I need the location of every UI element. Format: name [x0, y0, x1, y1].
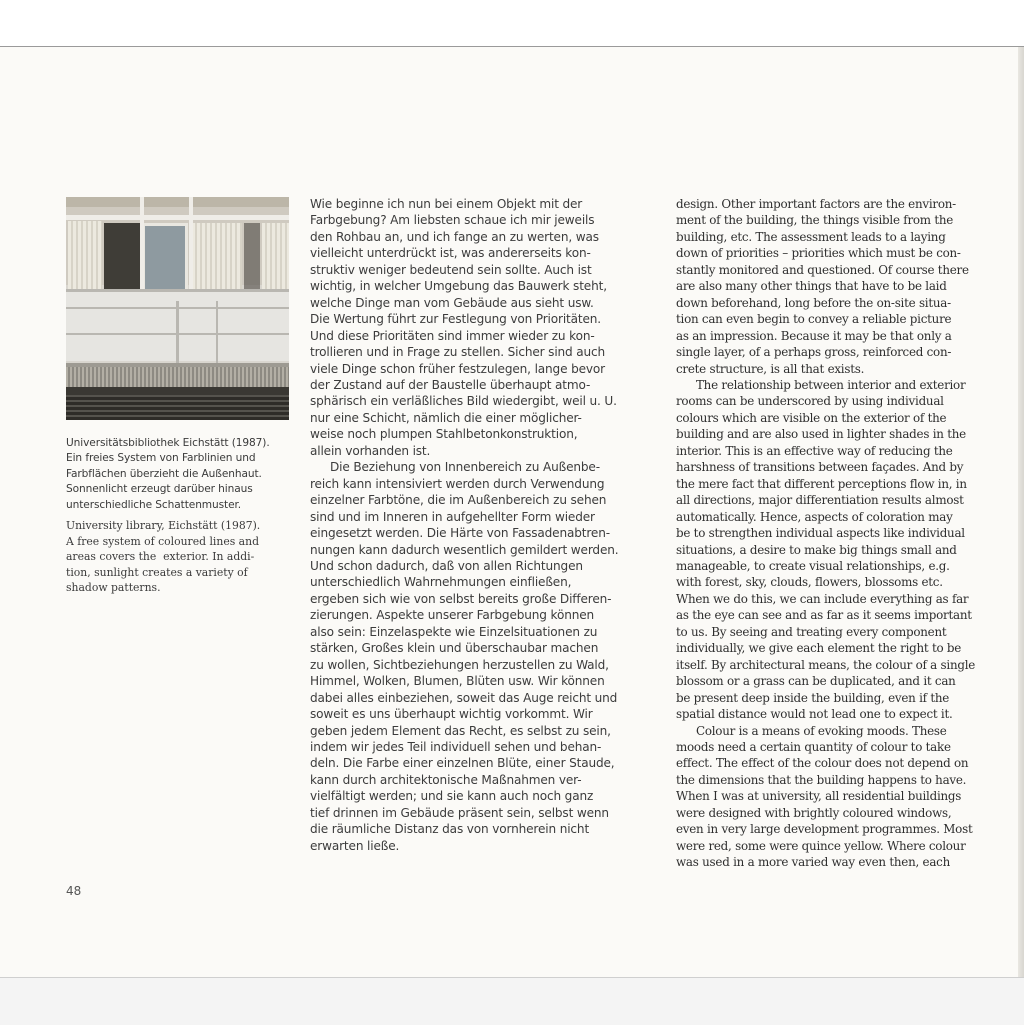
text-line: situations, a desire to make big things small and — [676, 542, 957, 557]
text-line: sind und im Inneren in aufgehellter Form wieder — [310, 509, 595, 524]
text-line: ergeben sich wie von selbst bereits große Differen- — [310, 591, 612, 606]
scan-bottom-margin — [0, 977, 1024, 1025]
photo-lower-slats — [66, 395, 289, 420]
caption-line: areas covers the exterior. In addi- — [66, 550, 255, 564]
text-line: blossom or a grass can be duplicated, and it can — [676, 674, 956, 689]
text-line: nur eine Schicht, nämlich die einer möglicher- — [310, 410, 582, 425]
text-line: Himmel, Wolken, Blumen, Blüten usw. Wir können — [310, 674, 605, 689]
text-line: the mere fact that different perceptions flow in, in — [676, 476, 967, 491]
text-line: with forest, sky, clouds, flowers, blossoms etc. — [676, 575, 943, 590]
text-line: Wie beginne ich nun bei einem Objekt mit der — [310, 197, 583, 211]
photo-grate — [66, 367, 289, 387]
text-line: itself. By architectural means, the colour of a single — [676, 657, 976, 672]
text-line: dabei alles einbeziehen, soweit das Auge reicht und — [310, 690, 618, 705]
text-line: trollieren und in Frage zu stellen. Sicher sind auch — [310, 345, 606, 360]
caption-line: Universitätsbibliothek Eichstätt (1987). — [66, 437, 270, 449]
text-line: interior. This is an effective way of reducing the — [676, 443, 953, 458]
text-line: were red, some were quince yellow. Where colour — [676, 838, 966, 853]
caption-line: Sonnenlicht erzeugt darüber hinaus — [66, 483, 253, 496]
photo-blue-window — [142, 223, 188, 299]
text-line: moods need a certain quantity of colour to take — [676, 739, 951, 754]
text-line: allein vorhanden ist. — [310, 443, 431, 458]
text-line: even in very large development programmes. Most — [676, 822, 973, 837]
text-line: deln. Die Farbe einer einzelnen Blüte, einer Staude, — [310, 756, 615, 771]
page-number: 48 — [66, 884, 82, 898]
text-line: manageable, to create visual relationships, e.g. — [676, 558, 950, 573]
text-line: Farbgebung? Am liebsten schaue ich mir jeweils — [310, 213, 595, 228]
text-line: den Rohbau an, und ich fange an zu werten, was — [310, 229, 599, 244]
text-line: building and are also used in lighter shades in the — [676, 427, 966, 442]
photo-mullion — [140, 197, 144, 301]
photo-curtain — [262, 223, 289, 299]
caption-line: tion, sunlight creates a variety of — [66, 565, 248, 579]
text-line: were designed with brightly coloured windows, — [676, 805, 952, 820]
text-line: vielfältigt werden; und sie kann auch noch ganz — [310, 789, 594, 804]
english-text-column — [676, 196, 1020, 871]
photo-dark-window — [104, 223, 140, 299]
caption-line: University library, Eichstätt (1987). — [66, 519, 261, 532]
text-line: Und schon dadurch, daß von allen Richtungen — [310, 558, 583, 573]
text-line: Die Beziehung von Innenbereich zu Außenbe- — [330, 460, 600, 475]
caption-line: Ein freies System von Farblinien und — [66, 452, 256, 465]
text-line: indem wir jedes Teil individuell sehen und behan- — [310, 739, 602, 754]
text-line: einzelner Farbtöne, die im Außenbereich zu sehen — [310, 493, 607, 508]
text-line: building, etc. The assessment leads to a laying — [676, 229, 946, 244]
text-line: der Zustand auf der Baustelle überhaupt atmo- — [310, 377, 591, 392]
text-line: all directions, major differentiation results almost — [676, 493, 964, 508]
caption-english — [66, 518, 292, 596]
caption-german — [66, 436, 292, 513]
text-line: stantly monitored and questioned. Of course there — [676, 262, 969, 277]
building-facade-photo — [66, 197, 289, 420]
text-line: down of priorities – priorities which must be con- — [676, 246, 961, 261]
photo-window-reflection — [244, 223, 260, 299]
text-line: ment of the building, the things visible from the — [676, 213, 954, 228]
scan-top-margin — [0, 0, 1024, 47]
text-line: eingesetzt werden. Die Härte von Fassadenabtren- — [310, 526, 610, 541]
photo-curtain — [68, 221, 102, 299]
german-text-column — [310, 196, 656, 854]
text-line: also sein: Einzelaspekte wie Einzelsituationen zu — [310, 624, 598, 639]
text-line: unterschiedlich Wahrnehmungen einfließen, — [310, 575, 572, 590]
text-line: tief drinnen im Gebäude präsent sein, selbst wenn — [310, 805, 609, 820]
text-line: soweit es uns überhaupt wichtig vorkommt. Wir — [310, 707, 593, 722]
text-line: single layer, of a perhaps gross, reinforced con- — [676, 345, 952, 360]
text-line: colours which are visible on the exterior of the — [676, 410, 947, 425]
text-line: die räumliche Distanz das von vornherein nicht — [310, 822, 590, 837]
text-line: wichtig, in welcher Umgebung das Bauwerk steht, — [310, 279, 607, 294]
text-line: weise noch plumpen Stahlbetonkonstruktion, — [310, 427, 578, 442]
text-line: struktiv weniger bedeutend sein sollte. Auch ist — [310, 262, 592, 277]
text-line: reich kann intensiviert werden durch Verwendung — [310, 476, 605, 491]
photo-pane — [66, 197, 289, 207]
text-line: spatial distance would not lead one to expect it. — [676, 707, 953, 722]
text-line: Und diese Prioritäten sind immer wieder zu kon- — [310, 328, 595, 343]
text-line: harshness of transitions between façades. And by — [676, 460, 964, 475]
photo-railing — [66, 289, 289, 292]
text-line: vielleicht unterdrückt ist, was andererseits kon- — [310, 246, 591, 261]
text-line: crete structure, is all that exists. — [676, 361, 865, 376]
text-line: rooms can be underscored by using individual — [676, 394, 944, 409]
text-line: as an impression. Because it may be that only a — [676, 328, 952, 343]
text-line: kann durch architektonische Maßnahmen ver- — [310, 772, 582, 787]
text-line: The relationship between interior and exterior — [696, 377, 966, 392]
caption-line: shadow patterns. — [66, 581, 161, 595]
text-line: stärken, Großes klein und überschaubar machen — [310, 641, 599, 656]
text-line: geben jedem Element das Recht, es selbst zu sein, — [310, 723, 611, 738]
photo-curtain — [192, 223, 242, 299]
text-line: as the eye can see and as far as it seems important — [676, 608, 972, 623]
photo-railing-post — [216, 301, 218, 363]
text-line: Die Wertung führt zur Festlegung von Prioritäten. — [310, 312, 601, 327]
photo-mullion — [189, 197, 193, 301]
text-line: nungen kann dadurch wesentlich gemildert werden. — [310, 542, 619, 557]
text-line: individually, we give each element the right to be — [676, 641, 962, 656]
text-line: zu wollen, Sichtbeziehungen herzustellen zu Wald, — [310, 657, 609, 672]
text-line: erwarten ließe. — [310, 838, 400, 853]
text-line: be present deep inside the building, even if the — [676, 690, 950, 705]
caption-line: unterschiedliche Schattenmuster. — [66, 498, 242, 511]
text-line: are also many other things that have to be laid — [676, 279, 947, 294]
caption-line: A free system of coloured lines and — [66, 534, 259, 548]
text-line: down beforehand, long before the on-site situa- — [676, 295, 951, 310]
text-line: welche Dinge man vom Gebäude aus sieht usw. — [310, 295, 594, 310]
text-line: When I was at university, all residential buildings — [676, 789, 962, 804]
text-line: zierungen. Aspekte unserer Farbgebung können — [310, 608, 595, 623]
text-line: viele Dinge schon früher festzulegen, lange bevor — [310, 361, 605, 376]
text-line: tion can even begin to convey a reliable picture — [676, 312, 952, 327]
text-line: Colour is a means of evoking moods. These — [696, 723, 947, 738]
text-line: design. Other important factors are the environ- — [676, 197, 956, 211]
text-line: to us. By seeing and treating every component — [676, 624, 947, 639]
text-line: was used in a more varied way even then, each — [676, 855, 950, 870]
photo-railing-post — [176, 301, 179, 363]
text-line: the dimensions that the building happens to have. — [676, 772, 967, 787]
text-line: automatically. Hence, aspects of coloration may — [676, 509, 953, 524]
photo-transom — [66, 215, 289, 220]
text-line: effect. The effect of the colour does not depend on — [676, 756, 969, 771]
text-line: be to strengthen individual aspects like individual — [676, 526, 965, 541]
text-line: When we do this, we can include everything as far — [676, 591, 969, 606]
text-line: sphärisch ein verläßliches Bild wiedergibt, weil u. U. — [310, 394, 617, 409]
caption-line: Farbflächen überzieht die Außenhaut. — [66, 467, 262, 480]
